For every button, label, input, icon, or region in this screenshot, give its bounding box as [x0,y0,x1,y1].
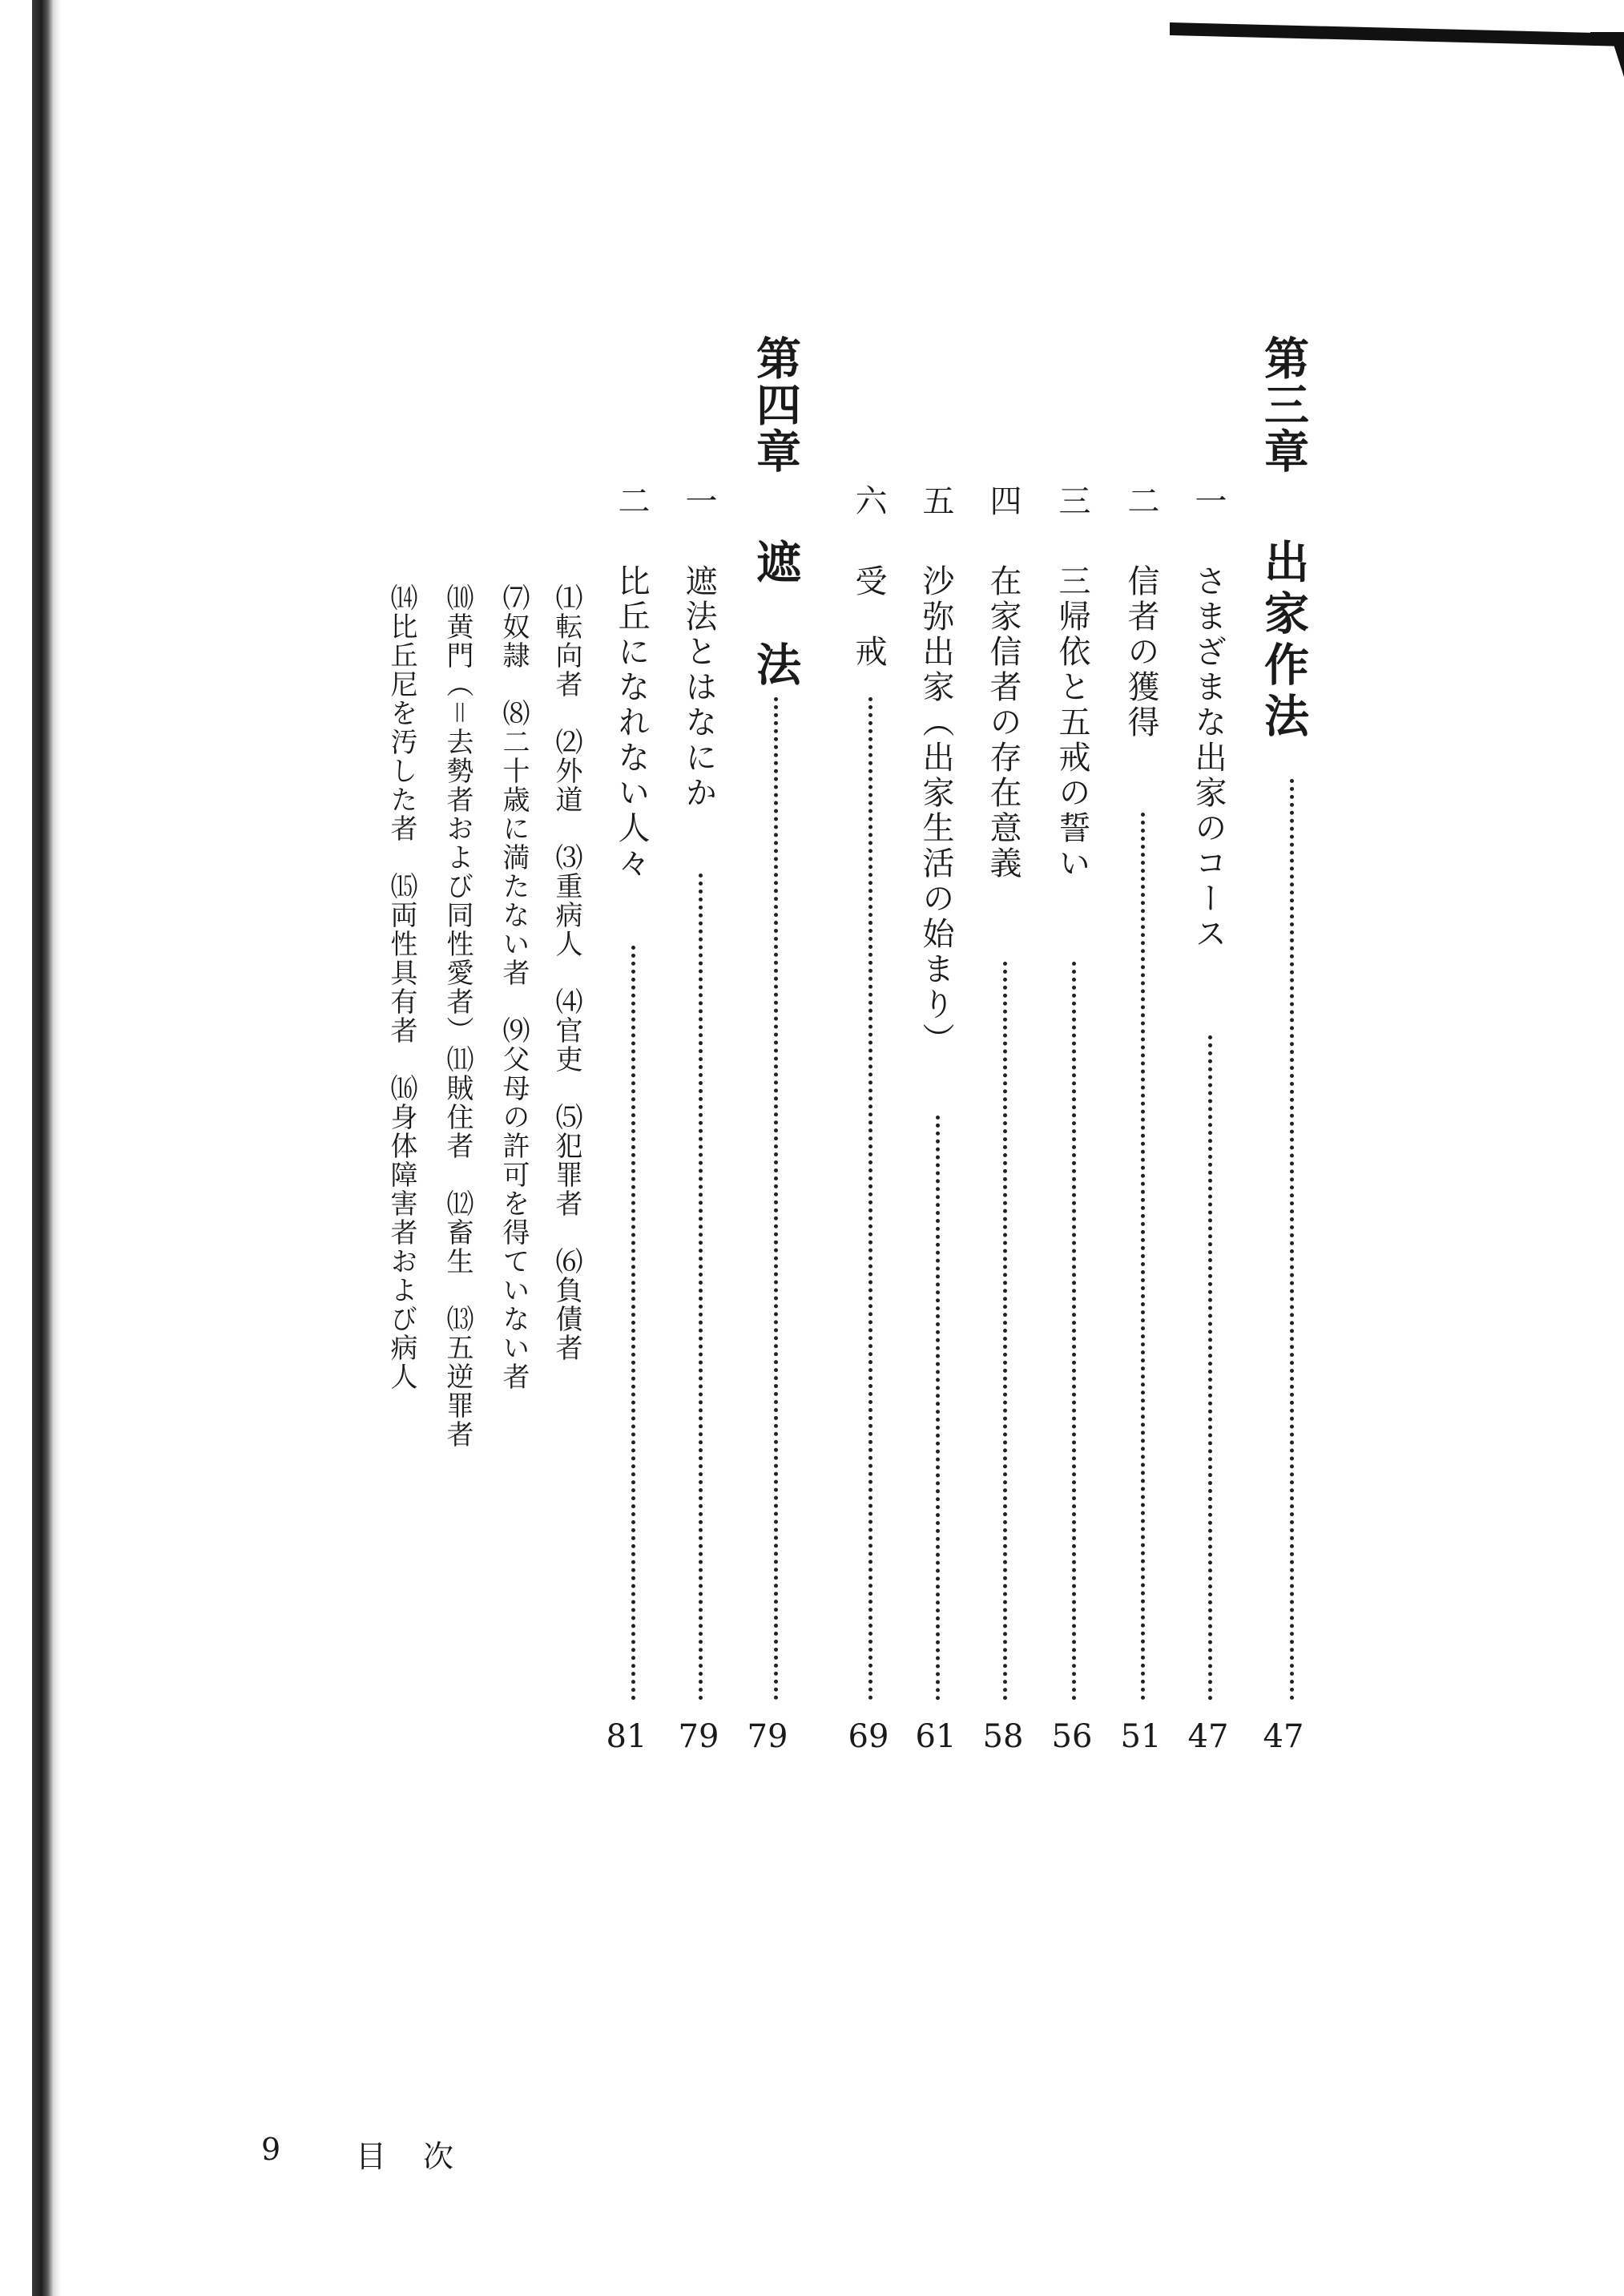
ch3-sec5-leader [936,1116,940,1701]
ch3-sec5-number: 五 [917,484,954,516]
ch3-sec1-number: 一 [1190,484,1227,516]
scan-shadow-left [32,0,53,2296]
chapter4-number: 第四章 [749,335,802,474]
ch3-sec1-page: 47 [1187,1718,1229,1755]
chapter3-page: 47 [1263,1718,1304,1755]
ch3-sec6-leader [868,697,872,1701]
ch3-sec3-number: 三 [1054,484,1090,516]
scan-shadow-top [1170,22,1624,46]
ch3-sec4-number: 四 [985,484,1022,516]
ch3-sec3-page: 56 [1051,1718,1093,1755]
ch4-sec1-title: 遮法とはなにか [680,564,717,811]
ch3-sec5-page: 61 [915,1718,957,1755]
ch3-sec1-title: さまざまな出家のコース [1190,564,1227,952]
ch3-sec5-title: 沙弥出家（出家生活の始まり） [917,564,954,1058]
page-folio: 9 [261,2132,281,2167]
scan-shadow-fade [53,0,61,2296]
ch3-sec4-page: 58 [982,1718,1024,1755]
running-head: 目 次 [356,2139,457,2174]
ch3-sec2-page: 51 [1120,1718,1162,1755]
scan-shadow-corner [1590,32,1624,77]
ch4-sec2-page: 81 [606,1718,647,1755]
chapter3-title: 出家作法 [1257,539,1310,744]
ch4-subitems-line2: ⑺奴隷 ⑻二十歳に満たない者 ⑼父母の許可を得ていない者 [498,583,530,1391]
ch4-sec1-page: 79 [678,1718,719,1755]
ch4-sec1-number: 一 [680,484,717,516]
chapter3-leader [1290,779,1294,1701]
ch3-sec6-number: 六 [850,484,887,516]
ch3-sec2-number: 二 [1122,484,1159,516]
ch4-sec1-leader [699,874,703,1701]
ch3-sec3-title: 三帰依と五戒の誓い [1054,564,1090,882]
ch3-sec2-leader [1141,813,1145,1701]
ch3-sec4-leader [1003,962,1007,1701]
chapter4-title: 遮 法 [749,539,802,692]
ch3-sec2-title: 信者の獲得 [1122,564,1159,740]
ch3-sec6-title: 受 戒 [850,564,887,670]
ch3-sec6-page: 69 [848,1718,889,1755]
chapter4-page: 79 [747,1718,788,1755]
ch3-sec3-leader [1072,962,1076,1701]
ch4-sec2-number: 二 [613,484,650,516]
ch4-sec2-leader [631,946,635,1701]
chapter4-leader [774,697,778,1701]
ch4-sec2-title: 比丘になれない人々 [613,564,650,882]
ch4-subitems-line4: ⒁比丘尼を汚した者 ⒂両性具有者 ⒃身体障害者および病人 [385,583,417,1391]
chapter3-number: 第三章 [1257,335,1310,474]
ch3-sec1-leader [1208,1035,1212,1701]
ch4-subitems-line1: ⑴転向者 ⑵外道 ⑶重病人 ⑷官吏 ⑸犯罪者 ⑹負債者 [550,583,582,1362]
ch4-subitems-line3: ⑽黄門（＝去勢者および同性愛者）⑾賊住者 ⑿畜生 ⒀五逆罪者 [441,583,473,1449]
ch3-sec4-title: 在家信者の存在意義 [985,564,1022,882]
